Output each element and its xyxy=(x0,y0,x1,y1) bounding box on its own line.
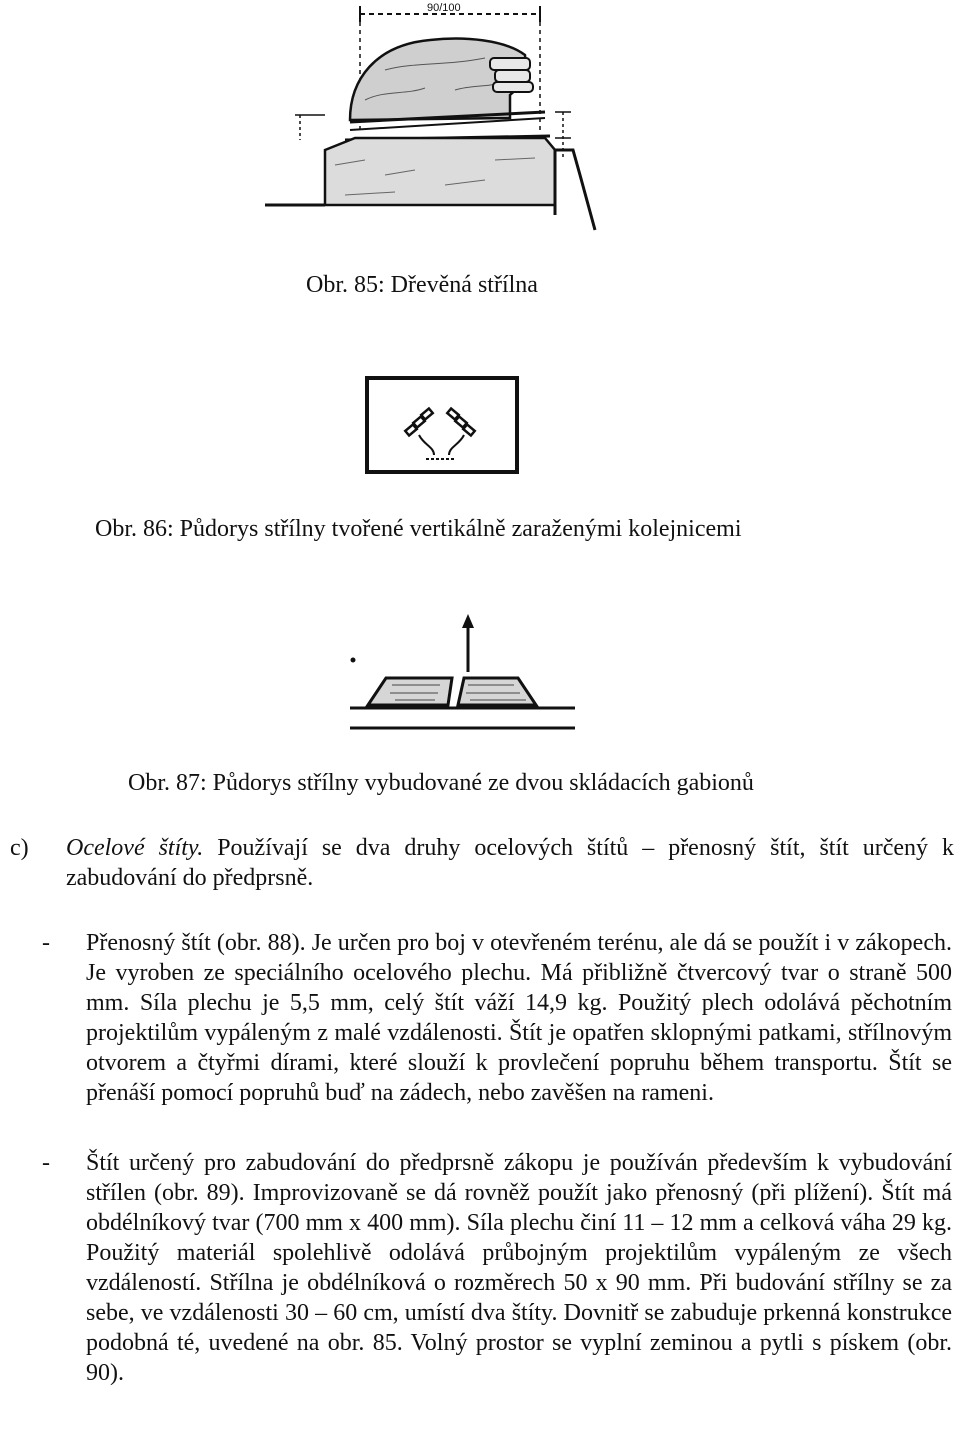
section-c-text: Používají se dva druhy ocelových štítů – přenosný štít, štít určený k zabudování do předprsně. xyxy=(66,835,955,891)
figure-85-caption: Obr. 85: Dřevěná střílna xyxy=(306,272,538,298)
bullet-1-paragraph: Přenosný štít (obr. 88). Je určen pro boj v otevřeném terénu, ale dá se použít i v zákopech. Je vyroben ze speciálního ocelového plechu. Má přibližně čtvercový tvar o straně 500 mm. Síla plechu je 5,5 mm, celý štít váží 14,9 kg. Použitý plech odolává pěchotním projektilům vypáleným z malé vzdálenosti. Štít je opatřen sklopnými patkami, střílnovým otvorem a čtyřmi dírami, které slouží k provlečení popruhu během transportu. Štít se přenáší pomocí popruhů buď na zádech, nebo zavěšen na rameni. xyxy=(86,930,952,1106)
section-c-paragraph xyxy=(66,833,954,893)
figure-87-drawing xyxy=(340,610,580,735)
section-c-marker: c) xyxy=(10,835,29,861)
bullet-2-paragraph: Štít určený pro zabudování do předprsně zákopu je používán především k vybudování střílen (obr. 89). Improvizovaně se dá rovněž použít jako přenosný (při plížení). Štít má obdélníkový tvar (700 mm x 400 mm). Síla plechu činí 11 – 12 mm a celková váha 29 kg. Použitý materiál spolehlivě odolává průbojným projektilům vypáleným ze všech vzdáleností. Střílna je obdélníková o rozměrech 50 x 90 mm. Při budování střílny se za sebe, ve vzdálenosti 30 – 60 cm, umístí dva štíty. Dovnitř se zabuduje prkenná konstrukce podobná té, uvedené na obr. 85. Volný prostor se vyplní zeminou a pytli s pískem (obr. 90). xyxy=(86,1150,952,1386)
figure-86-caption: Obr. 86: Půdorys střílny tvořené vertikálně zaraženými kolejnicemi xyxy=(95,516,742,542)
figure-86-drawing xyxy=(364,375,520,475)
bullet-2-marker: - xyxy=(42,1150,50,1176)
section-c-term: Ocelové štíty. xyxy=(66,835,204,861)
figure-85-dimension-label: 90/100 xyxy=(427,2,461,14)
figure-85-drawing xyxy=(255,0,615,240)
figure-87-caption: Obr. 87: Půdorys střílny vybudované ze dvou skládacích gabionů xyxy=(128,770,754,796)
bullet-1-marker: - xyxy=(42,930,50,956)
